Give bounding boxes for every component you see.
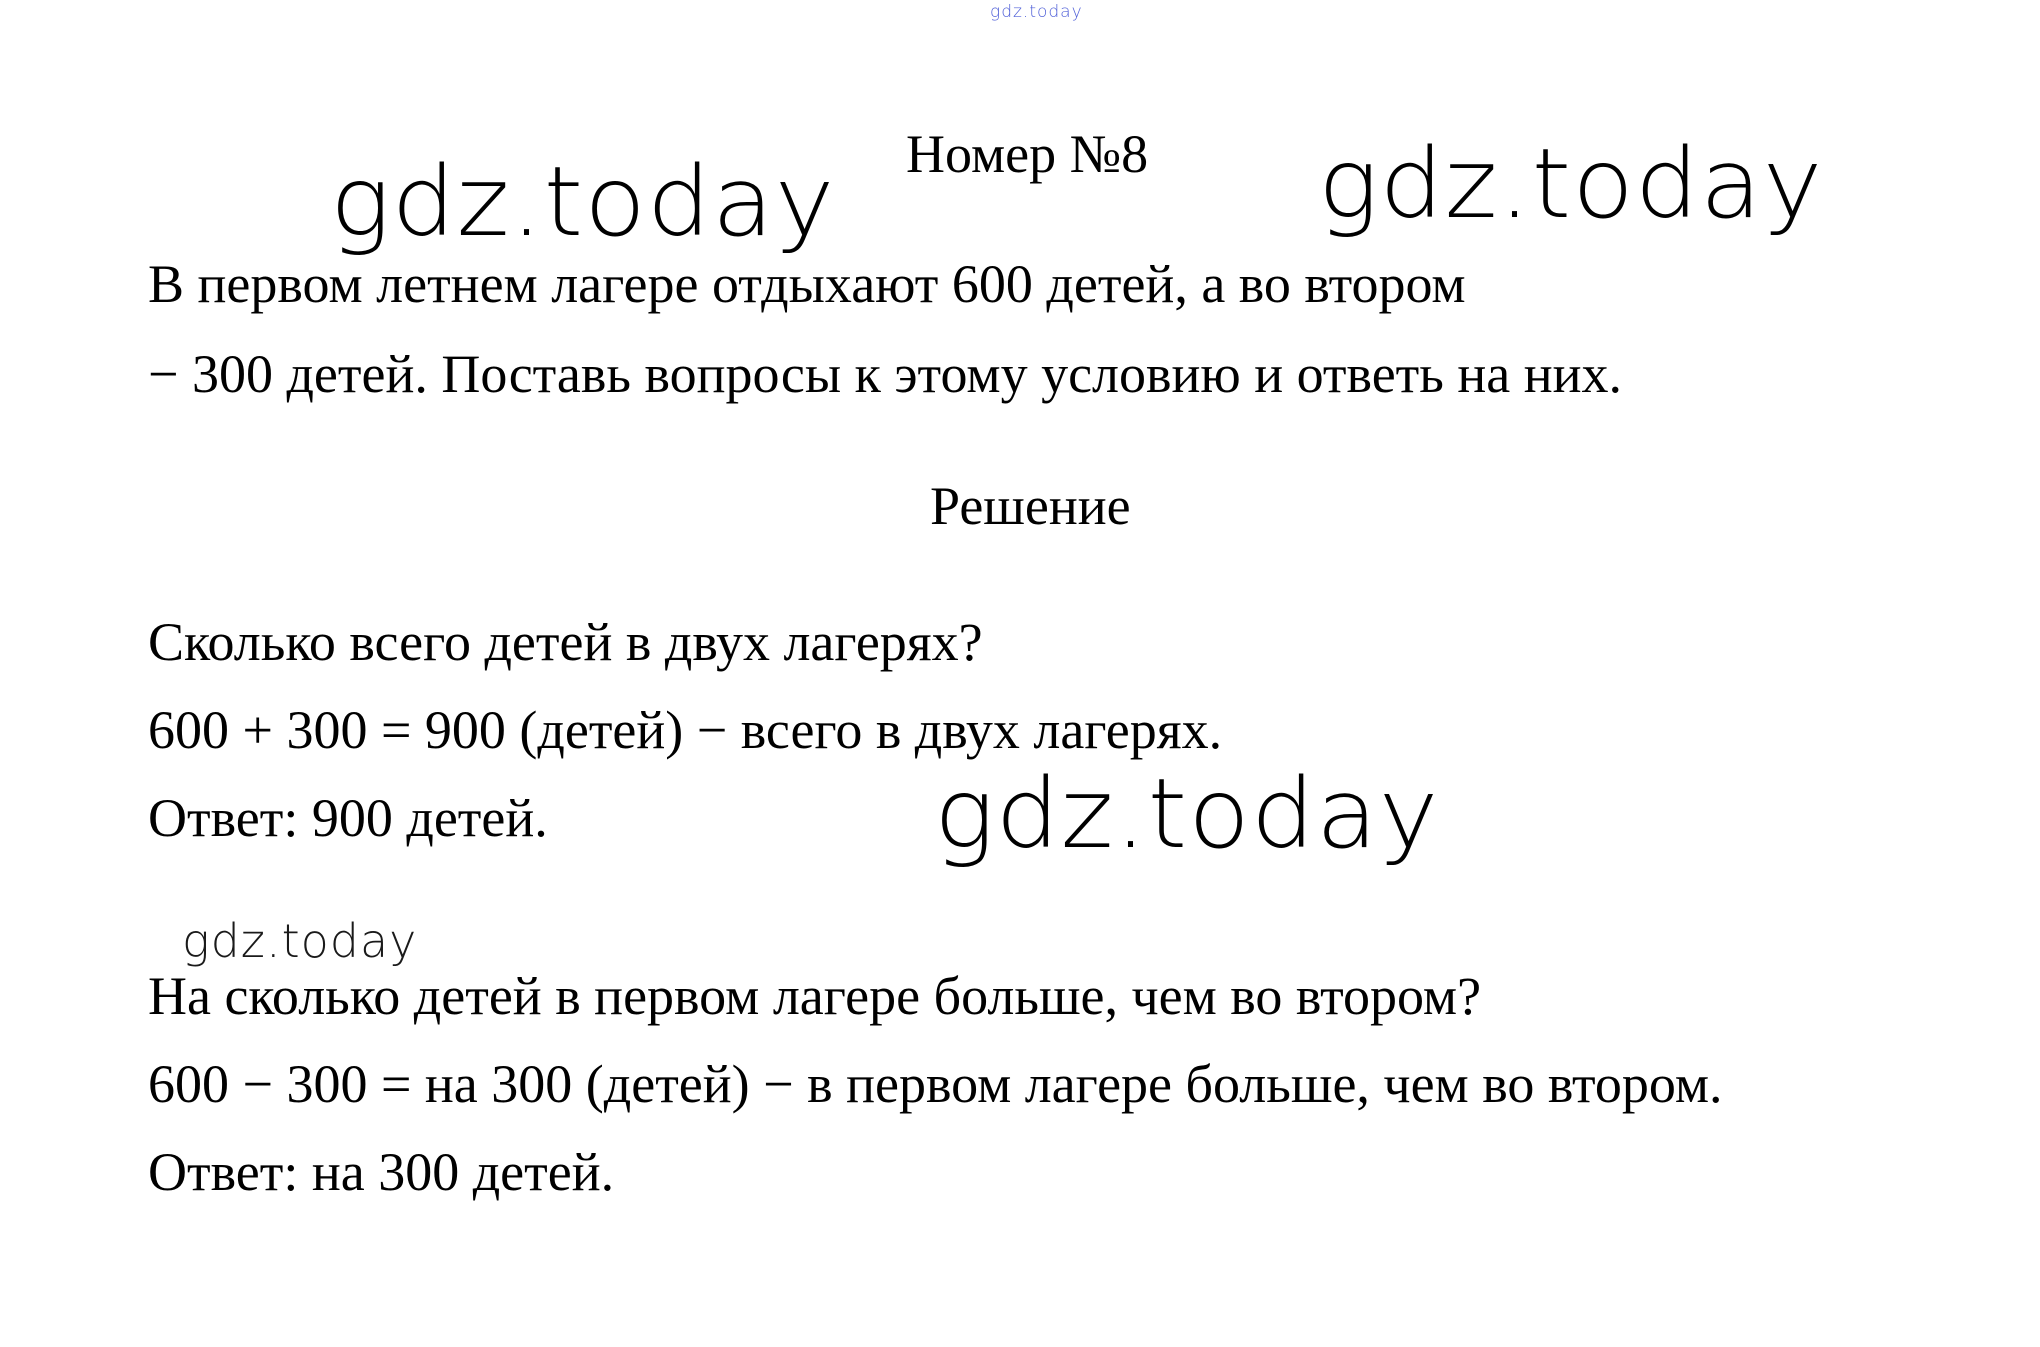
watermark-small-left: gdz.today (182, 914, 418, 968)
question-1: Сколько всего детей в двух лагерях? (148, 612, 983, 672)
answer-1: Ответ: 900 детей. (148, 788, 548, 848)
watermark-middle: gdz.today (934, 758, 1440, 870)
solution-heading: Решение (930, 476, 1131, 536)
problem-text-line-1: В первом летнем лагере отдыхают 600 детей, а во втором (148, 254, 1466, 314)
problem-number-title: Номер №8 (906, 124, 1149, 184)
problem-text-line-2: − 300 детей. Поставь вопросы к этому условию и ответь на них. (148, 344, 1623, 404)
watermark-top-right: gdz.today (1318, 128, 1824, 240)
watermark-top-left: gdz.today (330, 146, 836, 258)
calculation-1: 600 + 300 = 900 (детей) − всего в двух лагерях. (148, 700, 1223, 760)
site-mark-watermark: gdz.today (990, 2, 1083, 22)
answer-2: Ответ: на 300 детей. (148, 1142, 615, 1202)
question-2: На сколько детей в первом лагере больше, чем во втором? (148, 966, 1482, 1026)
calculation-2: 600 − 300 = на 300 (детей) − в первом лагере больше, чем во втором. (148, 1054, 1723, 1114)
